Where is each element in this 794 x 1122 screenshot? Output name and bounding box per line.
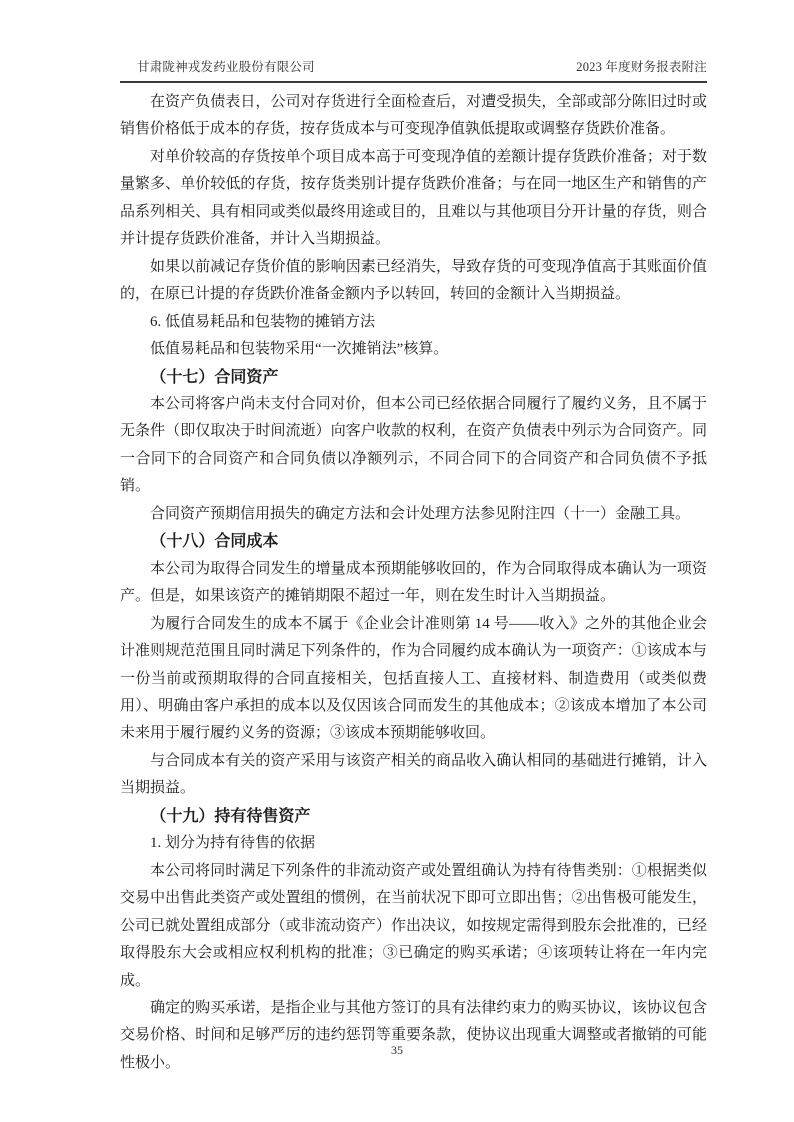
paragraph-held-for-sale-criteria: 本公司将同时满足下列条件的非流动资产或处置组确认为持有待售类别：①根据类似交易中出售此类资产或处置组的惯例，在当前状况下即可立即出售；②出售极可能发生，公司已就处置组成部分（或非流动资产）作出决议，如按规定需得到股东会批准的，已经取得股东大会或相应权利机构的批准；③已确定的购买承诺；④该项转让将在一年内完成。: [120, 862, 707, 989]
section-heading-contract-costs: （十八）合同成本: [150, 533, 279, 551]
header-rule: [120, 81, 707, 83]
paragraph-low-value-consumables-method: 低值易耗品和包装物采用“一次摊销法”核算。: [150, 341, 449, 358]
section-heading-contract-assets: （十七）合同资产: [150, 368, 279, 386]
paragraph-contract-cost-amortization: 与合同成本有关的资产采用与该资产相关的商品收入确认相同的基础进行摊销，计入当期损益。: [120, 752, 707, 797]
header-company-name: 甘肃陇神戎发药业股份有限公司: [137, 60, 315, 74]
page-footer: [0, 1043, 794, 1058]
paragraph-firm-purchase-commitment: 确定的购买承诺，是指企业与其他方签订的具有法律约束力的购买协议，该协议包含交易价格、时间和足够严厉的违约惩罚等重要条款，使协议出现重大调整或者撤销的可能性极小。: [120, 999, 707, 1071]
header-doc-title: 2023 年度财务报表附注: [576, 60, 707, 74]
paragraph-contract-fulfilment-costs: 为履行合同发生的成本不属于《企业会计准则第 14 号——收入》之外的其他企业会计准则规范范围且同时满足下列条件的，作为合同履约成本确认为一项资产：①该成本与一份当前或预期取得的合同直接相关，包括直接人工、直接材料、制造费用（或类似费用）、明确由客户承担的成本以及仅因该合同而发生的其他成本；②该成本增加了本公司未来用于履行履约义务的资源；③该成本预期能够收回。: [120, 615, 707, 742]
section-heading-held-for-sale-assets: （十九）持有待售资产: [150, 807, 311, 825]
document-body: [120, 89, 707, 1077]
page-number: 35: [391, 1043, 403, 1057]
page-header: [120, 57, 707, 83]
paragraph-contract-assets-impairment-ref: 合同资产预期信用损失的确定方法和会计处理方法参见附注四（十一）金融工具。: [150, 505, 691, 522]
paragraph-contract-acquisition-costs: 本公司为取得合同发生的增量成本预期能够收回的，作为合同取得成本确认为一项资产。但是，如果该资产的摊销期限不超过一年，则在发生时计入当期损益。: [120, 560, 707, 605]
paragraph-inventory-check: 在资产负债表日，公司对存货进行全面检查后，对遭受损失，全部或部分陈旧过时或销售价格低于成本的存货，按存货成本与可变现净值孰低提取或调整存货跌价准备。: [120, 94, 707, 138]
list-item-held-for-sale-criteria-title: 1. 划分为持有待售的依据: [150, 835, 316, 852]
list-item-low-value-consumables-title: 6. 低值易耗品和包装物的摊销方法: [150, 313, 376, 330]
paragraph-inventory-reversal: 如果以前减记存货价值的影响因素已经消失，导致存货的可变现净值高于其账面价值的，在原已计提的存货跌价准备金额内予以转回，转回的金额计入当期损益。: [120, 258, 707, 303]
paragraph-contract-assets-definition: 本公司将客户尚未支付合同对价，但本公司已经依据合同履行了履约义务，且不属于无条件（即仅取决于时间流逝）向客户收款的权利，在资产负债表中列示为合同资产。同一合同下的合同资产和合同负债以净额列示，不同合同下的合同资产和合同负债不予抵销。: [120, 395, 707, 495]
paragraph-inventory-provision: 对单价较高的存货按单个项目成本高于可变现净值的差额计提存货跌价准备；对于数量繁多、单价较低的存货，按存货类别计提存货跌价准备；与在同一地区生产和销售的产品系列相关、具有相同或类似最终用途或目的，且难以与其他项目分开计量的存货，则合并计提存货跌价准备，并计入当期损益。: [120, 148, 707, 248]
header-row: [120, 57, 707, 81]
